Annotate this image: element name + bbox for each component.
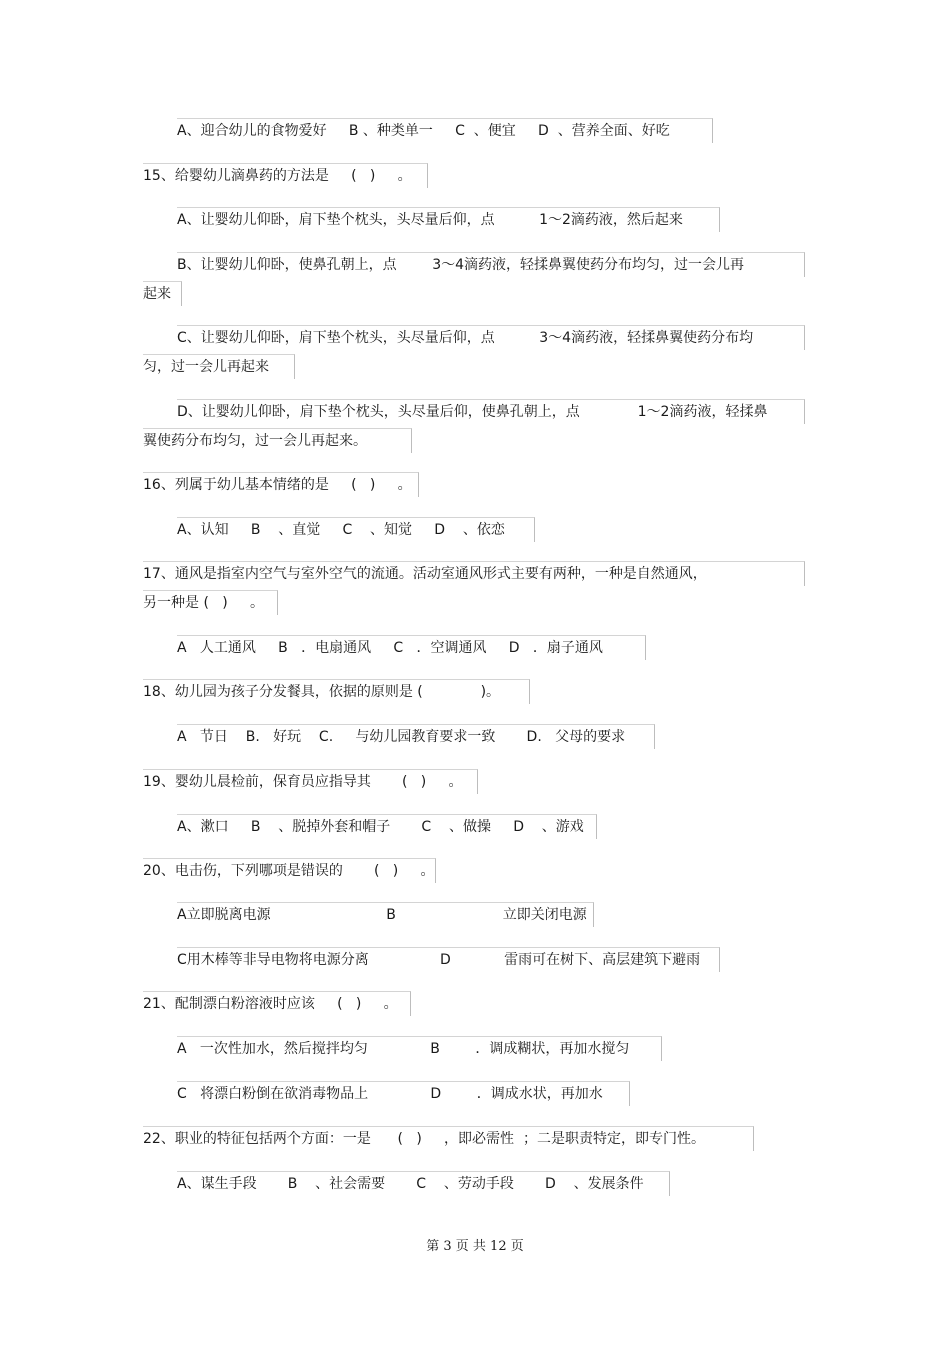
answer-options: A 节日 B. 好玩 C. 与幼儿园教育要求一致 D. 父母的要求 — [177, 729, 626, 745]
question-text: 18、幼儿园为孩子分发餐具，依据的原则是 ( )。 — [143, 684, 501, 700]
answer-options: C 将漂白粉倒在欲消毒物品上 D ．调成水状，再加水 — [177, 1086, 603, 1102]
question-text: 15、给婴幼儿滴鼻药的方法是 ( ) 。 — [143, 168, 412, 184]
answer-options: A、谋生手段 B 、社会需要 C 、劳动手段 D 、发展条件 — [177, 1176, 644, 1192]
answer-options: A 人工通风 B ．电扇通风 C ．空调通风 D ．扇子通风 — [177, 640, 603, 656]
answer-options: D、让婴幼儿仰卧，肩下垫个枕头，头尽量后仰，使鼻孔朝上，点 1～2滴药液，轻揉鼻 — [177, 404, 768, 420]
question-text: 19、婴幼儿晨检前，保育员应指导其 ( ) 。 — [143, 774, 463, 790]
question-text: 20、电击伤，下列哪项是错误的 ( ) 。 — [143, 863, 435, 879]
answer-options: A、漱口 B 、脱掉外套和帽子 C 、做操 D 、游戏 — [177, 819, 584, 835]
answer-options: A、让婴幼儿仰卧，肩下垫个枕头，头尽量后仰，点 1～2滴药液，然后起来 — [177, 212, 683, 228]
wrapped-text: 翼使药分布均匀，过一会儿再起来。 — [143, 433, 367, 449]
wrapped-text: 匀，过一会儿再起来 — [143, 359, 269, 375]
wrapped-text: 起来 — [143, 286, 171, 302]
answer-options: B、让婴幼儿仰卧，使鼻孔朝上，点 3～4滴药液，轻揉鼻翼使药分布均匀，过一会儿再 — [177, 257, 745, 273]
answer-options: C、让婴幼儿仰卧，肩下垫个枕头，头尽量后仰，点 3～4滴药液，轻揉鼻翼使药分布均 — [177, 330, 754, 346]
question-text: 21、配制漂白粉溶液时应该 ( ) 。 — [143, 996, 398, 1012]
answer-options: A、认知 B 、直觉 C 、知觉 D 、依恋 — [177, 522, 505, 538]
page-footer: 第 3 页 共 12 页 — [426, 1239, 524, 1254]
answer-options: A 一次性加水，然后搅拌均匀 B ．调成糊状，再加水搅匀 — [177, 1041, 630, 1057]
question-text: 22、职业的特征包括两个方面：一是 ( ) ，即必需性 ；二是职责特定，即专门性。 — [143, 1131, 705, 1147]
question-text: 16、列属于幼儿基本情绪的是 ( ) 。 — [143, 477, 412, 493]
question-text: 17、通风是指室内空气与室外空气的流通。活动室通风形式主要有两种，一种是自然通风， — [143, 566, 707, 582]
answer-options: A立即脱离电源 B 立即关闭电源 — [177, 907, 587, 923]
wrapped-text: 另一种是 ( ) 。 — [143, 595, 264, 611]
answer-options: C用木棒等非导电物将电源分离 D 雷雨可在树下、高层建筑下避雨 — [177, 952, 701, 968]
answer-options: A、迎合幼儿的食物爱好 B 、种类单一 C 、便宜 D 、营养全面、好吃 — [177, 123, 670, 139]
